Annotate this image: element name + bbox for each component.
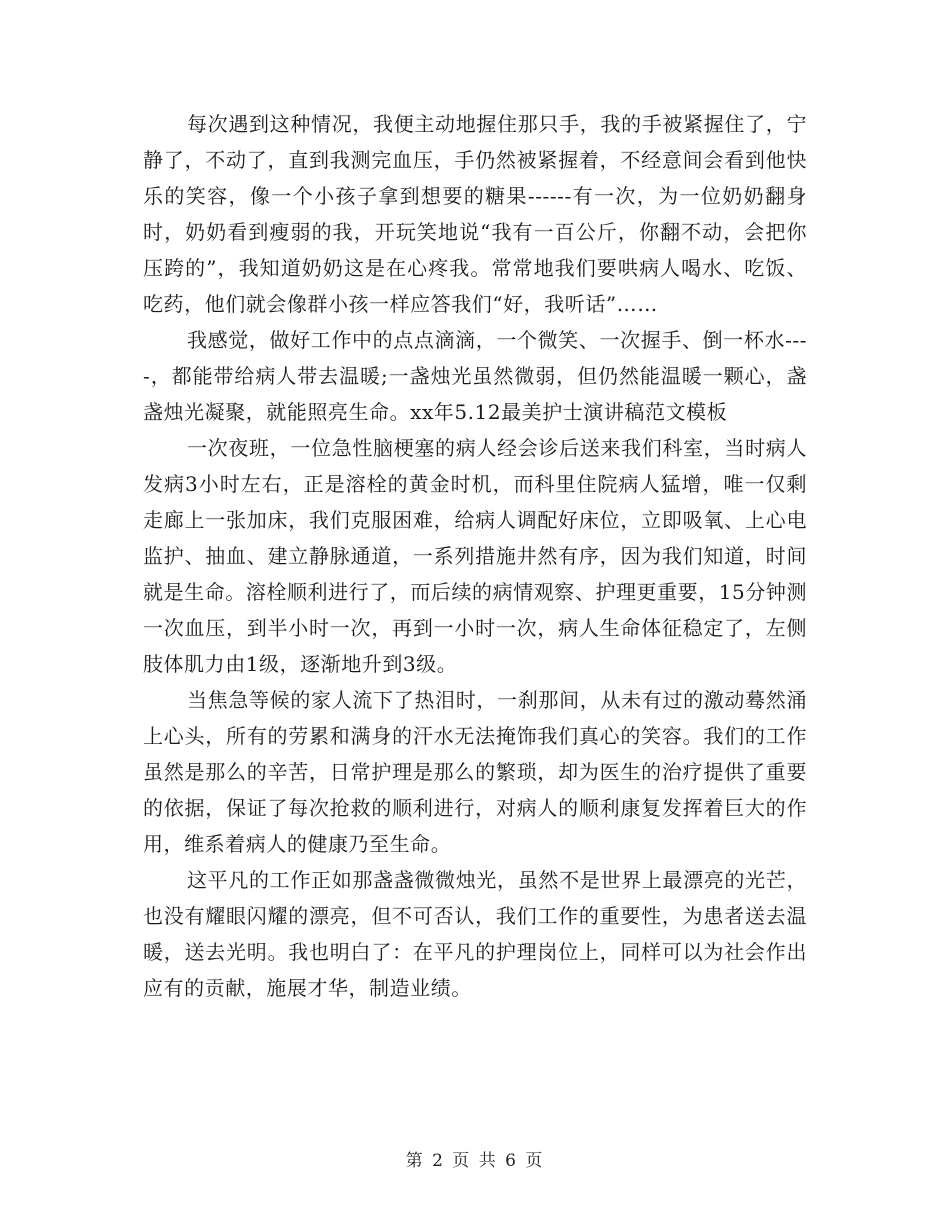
paragraph-2: 我感觉，做好工作中的点点滴滴，一个微笑、一次握手、倒一杯水----，都能带给病人带去温暖;一盏烛光虽然微弱，但仍然能温暖一颗心，盏盏烛光凝聚，就能照亮生命。xx年5.12最美护士演讲稿范文模板 (143, 328, 807, 424)
paragraph-5: 这平凡的工作正如那盏盏微微烛光，虽然不是世界上最漂亮的光芒，也没有耀眼闪耀的漂亮，但不可否认，我们工作的重要性，为患者送去温暖，送去光明。我也明白了：在平凡的护理岗位上，同样可以为社会作出应有的贡献，施展才华，制造业绩。 (143, 868, 807, 1000)
paragraph-1: 每次遇到这种情况，我便主动地握住那只手，我的手被紧握住了，宁静了，不动了，直到我测完血压，手仍然被紧握着，不经意间会看到他快乐的笑容，像一个小孩子拿到想要的糖果------有一次，为一位奶奶翻身时，奶奶看到瘦弱的我，开玩笑地说“我有一百公斤，你翻不动，会把你压跨的”，我知道奶奶这是在心疼我。常常地我们要哄病人喝水、吃饭、吃药，他们就会像群小孩一样应答我们“好，我听话”…… (143, 112, 807, 316)
body-text (143, 106, 807, 1006)
paragraph-3: 一次夜班，一位急性脑梗塞的病人经会诊后送来我们科室，当时病人发病3小时左右，正是溶栓的黄金时机，而科里住院病人猛增，唯一仅剩走廊上一张加床，我们克服困难，给病人调配好床位，立即吸氧、上心电监护、抽血、建立静脉通道，一系列措施井然有序，因为我们知道，时间就是生命。溶栓顺利进行了，而后续的病情观察、护理更重要，15分钟测一次血压，到半小时一次，再到一小时一次，病人生命体征稳定了，左侧肢体肌力由1级，逐渐地升到3级。 (143, 436, 807, 676)
paragraph-4: 当焦急等候的家人流下了热泪时，一刹那间，从未有过的激动蓦然涌上心头，所有的劳累和满身的汗水无法掩饰我们真心的笑容。我们的工作虽然是那么的辛苦，日常护理是那么的繁琐，却为医生的治疗提供了重要的依据，保证了每次抢救的顺利进行，对病人的顺利康复发挥着巨大的作用，维系着病人的健康乃至生命。 (143, 688, 807, 856)
page-number-footer: 第 2 页 共 6 页 (405, 1151, 545, 1171)
